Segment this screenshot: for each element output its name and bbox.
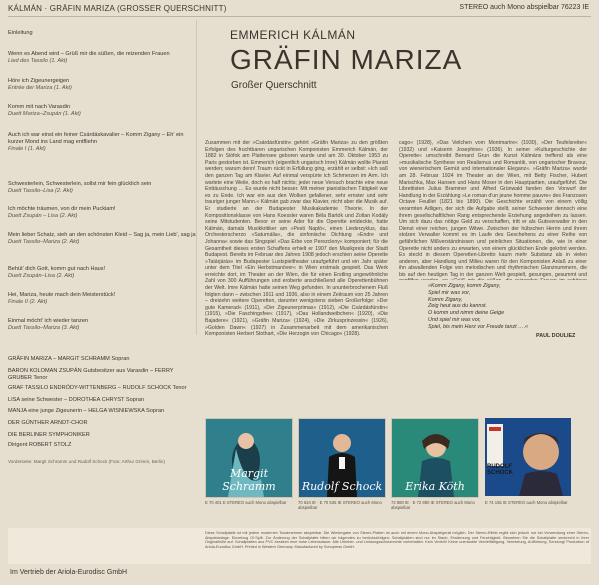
cast-item: MANJA eine junge Zigeunerin – HELGA WISNIEWSKA Sopran	[8, 408, 165, 414]
cast-item: Dirigent ROBERT STOLZ	[8, 442, 72, 448]
poem-line: Und spiel mir was vor,	[428, 316, 481, 323]
track-item: Höre ich Zigeunergeigen Entrée der Mariza (1. Akt)	[8, 78, 72, 91]
header-right: STEREO auch Mono abspielbar 76223 IE	[459, 4, 589, 11]
record-caption: E 74 155 IE STEREO auch Mono abspielbar	[485, 500, 568, 505]
track-item: Mein lieber Schatz, sieh an den schönsten Kleid – Sag ja, mein Lieb', sag ja Duett Tassilo–Mariza (2. Akt)	[8, 232, 196, 245]
record-thumbnail: Margit Schramm	[205, 418, 293, 498]
cast-item: DER GÜNTHER ARNDT-CHOR	[8, 420, 88, 426]
column-divider	[196, 20, 197, 335]
track-item: Einleitung	[8, 30, 33, 36]
poem	[428, 283, 528, 331]
cast-item: LISA seine Schwester – DOROTHEA CHRYST Sopran	[8, 397, 144, 403]
track-item: Ich möchte träumen, von dir mein Puckiam! Duett Zsupán – Lisa (2. Akt)	[8, 206, 116, 219]
distributor: Im Vertrieb der Ariola-Eurodisc GmbH	[10, 569, 128, 576]
record-caption: 70 534 IE · E 70 535 IE STEREO auch Mono abspielbar	[298, 500, 382, 510]
track-item: Hei, Mariza, heute mach dein Meisterstück! Finale II (2. Akt)	[8, 292, 116, 305]
cast-item: GRÄFIN MARIZA – MARGIT SCHRAMM Sopran	[8, 356, 130, 362]
album-subtitle: Großer Querschnitt	[231, 80, 317, 91]
track-item: Wenn es Abend wird – Grüß mir die süßen, die reizenden Frauen Lied des Tassilo (1. Akt)	[8, 51, 170, 64]
header-left: KÁLMÁN · GRÄFIN MARIZA (GROSSER QUERSCHNITT)	[8, 4, 227, 13]
poem-line: »Komm Zigany, komm Zigany,	[428, 283, 501, 289]
track-item: Schwesterlein, Schwesterlein, sollst mir fein glücklich sein Duett Tassilo–Lisa (2. Akt)	[8, 181, 152, 194]
cast-item: BARON KOLOMAN ZSUPÁN Gutsbesitzer aus Varasdin – FERRY GRUBER Tenor	[8, 368, 174, 381]
poem-line: O komm und nimm deine Geige	[428, 310, 505, 317]
poem-author: PAUL DOULIEZ	[536, 333, 576, 339]
track-item: Behüt' dich Gott, komm gut nach Haus! Duett Zsupán–Lisa (2. Akt)	[8, 266, 106, 279]
track-item: Auch ich war einst ein feiner Csárdáskavalier – Komm Zigany – Eh' ein kurzer Mond ins Land mag entfliehn Finale I (1. Akt)	[8, 132, 184, 152]
record-thumbnail: Erika Köth	[391, 418, 479, 498]
liner-notes-col1: Zusammen mit der »Csárdásfürstin« gehört »Gräfin Mariza« zu den größten Erfolgen des fruchtbaren ungarischen Komponisten Emmerich Kálmán, der 1882 in Siófok am Plattensee geboren wurde und am 30. Oktober 1953 zu Paris gestorben ist. Emmerich (eigentlich ungarisch Imre) Kálmán wollte Pianist werden; warum denn! Traum rückt in Erfüllung ging, erzählt er selbst: »Ich saß den ganzen Tag am Klavier. Auf einmal verspürte ich Schmerzen im Arm. Ich wartete eine Weile, doch es half nichts; jeder neue Versuch brachte eine neue Enttäuschung … Es wurde nicht besser. Mit meiner pianistischen Tätigkeit war es zu Ende. Ich war ein aus den Wolken gefallener, sehr ernster und sehr trauriger junger Mann.« Kálmán gab zwar das Klavier, nicht aber die Musik auf. Er studierte an der Budapester Musikakademie Theorie. In der Kompositionsklasse von Hans Koessler waren Béla Bartók und Zoltan Kodály seine Mitstudenten. Bevor er seine Ader für die Operette entdeckte, hatte Kálmán, damals Musikkritiker am »Pesti Napló«, einen Liederzyklus, das Orchesterscherzo »Saturnália«, die sinfonische Dichtung »Endre und Johanna« sowie das Singspiel »Das Erbe von Perezcleny« komponiert; für die Gesamtheit dieses ersten Schaffens erhielt er 1907 den Musikpreis der Stadt Budapest. Bereits im Februar des Jahres 1908 jedoch erschien seine Operette »Tatárjárás« im Budapester Lustspieltheater uraufgeführt und ein Jahr später unter dem Titel »Ein Herbstmanöver« in Wien erstmals gespielt. Das Werk erreichte dort, im Theater an der Wien, die für einen Erstling ungewöhnliche Zahl von 300 Aufführungen und eroberte anschließend alle Operettenbühnen der Welt. Imre Kálmán hatte seinen Weg gefunden. In ununterbrochenem Fluß folgten dann – zwischen 1911 und 1936, also in einem Zeitraum von 25 Jahren – dreizehn weitere Operetten, darunter wenigstens sieben Großerfolge: »Der gute Kamerad« (1911), »Der Zigeunerprimas« (1912), »Die Csárdásfürstin« (1915), »Die Faschingsfee« (1917), »Das Hollandweibchen« (1920), »Die Bajadere« (1921), »Gräfin Mariza« (1924), »Die Zirkusprinzessin« (1926), »Golden Dawn« (1927) in Zusammenarbeit mit dem amerikanischen Komponisten Herbert Stothart, »Die Herzogin von Chicago« (1928).	[205, 140, 388, 338]
album-title: GRÄFIN MARIZA	[230, 44, 463, 75]
record-thumbnail: RUDOLF SCHOCK	[485, 418, 571, 496]
footer-text: Diese Schallplatte ist mit jedem modernen Tonabnehmer abspielbar. Die Wiedergabe von Stereo-Platten ist auch mit einem Mono-Abspielgerät möglich. Der Stereo-Effekt ergibt sich jedoch nur bei Verwendung einer Stereo-Abspielanlage. Einzelzug Ol·Split. Zur Änderung der Schallplatte bitten wir folgendes zu berücksichtigen: Schallplatten sind nur im Staub, Erwärmung und Feuchtigkeit. Bewahren Sie die Schallplatte senkrecht in ihrer Originalhülle auf. Schallplatten aus PVC besitzen eine hohe Lebensdauer. Alle Urheber- und Leistungsschutzrechte vorbehalten. Kein Verleih! Keine unerlaubte Vervielfältigung, Vermietung, Aufführung, Sendung! Production of Ariola-Eurodisc GmbH. Printed in Western Germany. Manufactured by Sonopress GmbH.	[205, 531, 589, 549]
poem-line: Komm Zigany,	[428, 296, 463, 303]
liner-notes-col2: cago« (1928), »Das Veilchen vom Montmartre« (1930), »Der Teufelsreiter« (1932) und »Kaiserin Josephine« (1936). In seiner »Kulturgeschichte der Operette« umschreibt Bernard Grun die Kunst Kálmáns treffend als eine »musikalische Synthese von Realismus und Romantik, von ungarischer Bravour, von wienerischem Gemüt und internationaler Eleganz«. »Gräfin Mariza« wurde am 28. Februar 1924 im Theater an der Wien, mit Betty Fischer, Hubert Marischka, Max Hansen und Hans Moser in den Hauptpartien, uraufgeführt. Die Librettisten Julius Brammer und Alfred Grünwald fanden den Vorwurf der Handlung in der Erzählung »Le roman d'un jeune homme pauvre« des Franzosen Octave Feuillet (1821 bis 1890). Die Geschichte erzählt von einem völlig verarmten Adligen, der sich die Aufgabe stellt, seiner Schwester dennoch eine ihrem gesellschaftlichen Rang entsprechende Erziehung angedeihen zu lassen. Um sich dazu das nötige Geld zu verschaffen, tritt er als Gutsverwalter in den Dienst einer reichen, jungen Witwe. Zwischen der hübschen Herrin und ihrem stolzen Verwalter kommt es im Laufe des Geschehens zu einer Reihe von gefährlichen Mißverständnissen und peinlichen Situationen, die, wie in einer Operette nicht anders zu erwarten, von einem glücklichen Ende gekrönt werden. Es steckt in diesem Operetten-Libretto kaum mehr Substanz als in vielen anderen, aber Handlung und Milieu waren für den Komponisten Anlaß zu einer ihn abwallenden Folge von melodischen und rhythmischen Glanznummern, die bis auf den heutigen Tag in der ganzen Welt gespielt, gesungen, gesummt und	[399, 140, 587, 278]
header-rule	[8, 16, 591, 17]
poem-line: Spiel mir was vor,	[428, 289, 471, 296]
record-photo	[485, 418, 571, 496]
track-item: Einmal möcht' ich wieder tanzen Duett Tassilo–Mariza (3. Akt)	[8, 318, 89, 331]
record-caption: 72 880 IE · E 72 880 IE STEREO auch Mono abspielbar	[391, 500, 475, 510]
record-thumbnail: Rudolf Schock	[298, 418, 386, 498]
poem-line: Spiel, bis mein Herz vor Freude tanzt ….«	[428, 323, 529, 330]
cast-item: DIE BERLINER SYMPHONIKER	[8, 432, 90, 438]
composer-name: EMMERICH KÁLMÁN	[230, 28, 356, 42]
photo-credit: Vorderseite: Margit Schramm und Rudolf Schock (Foto: Arthur Grimm, Berlin)	[8, 459, 166, 464]
poem-line: Zeig heut aus du kannst.	[428, 303, 488, 310]
track-item: Komm mit nach Varasdin Duett Mariza–Zsupán (1. Akt)	[8, 104, 81, 117]
record-caption: E 70 401 E STEREO auch Mono abspielbar	[205, 500, 287, 505]
cast-item: GRAF TASSILO ENDRÖDY-WITTENBERG – RUDOLF SCHOCK Tenor	[8, 385, 187, 391]
